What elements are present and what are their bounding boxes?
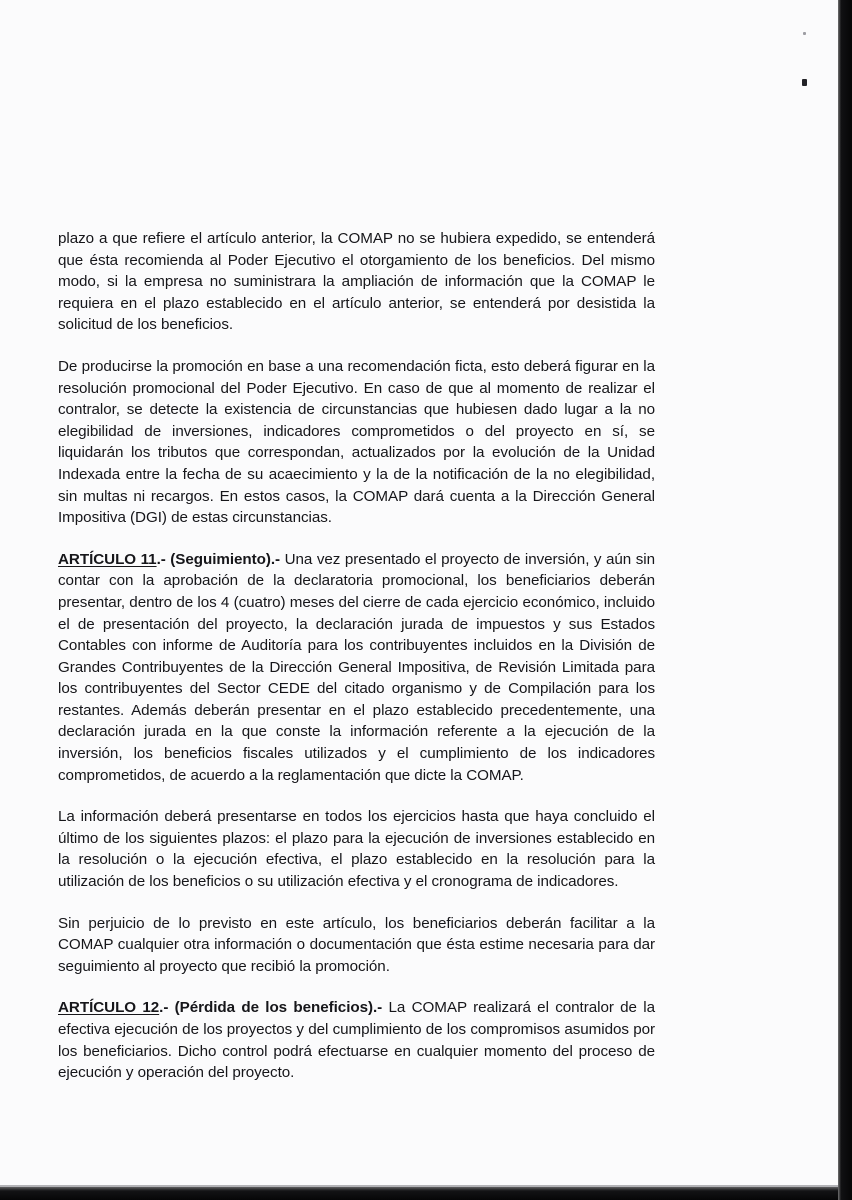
paragraph-3: La información deberá presentarse en todos los ejercicios hasta que haya concluido el último de los siguientes plazos: el plazo para la ejecución de inversiones establecido en la resolución o la ejecución efectiva, el plazo establecido en la resolución para la utilización de los beneficios o su utilización efectiva y el cronograma de indicadores. — [58, 808, 655, 891]
article-12-block — [58, 997, 655, 1083]
scan-speck-icon — [802, 79, 807, 86]
article-11-block — [58, 549, 655, 787]
scan-edge-right — [838, 0, 852, 1200]
article-11-body: Una vez presentado el proyecto de inversión, y aún sin contar con la aprobación de la declaratoria promocional, los beneficiarios deberán presentar, dentro de los 4 (cuatro) meses del cierre de cada ejercicio económico, incluido el de presentación del proyecto, la declaración jurada de impuestos y sus Estados Contables con informe de Auditoría para los contribuyentes incluidos en la División de Grandes Contribuyentes de la Dirección General Impositiva, de Revisión Limitada para los contribuyentes del Sector CEDE del citado organismo y de Compilación para los restantes. Además deberán presentar en el plazo establecido precedentemente, una declaración jurada en la que conste la información referente a la ejecución de la inversión, los beneficios fiscales utilizados y el cumplimiento de los indicadores comprometidos, de acuerdo a la reglamentación que dicte la COMAP. — [58, 550, 655, 784]
article-12-label-suffix: .- — [159, 999, 175, 1017]
article-11-label: ARTÍCULO 11 — [58, 550, 157, 568]
article-12-title: (Pérdida de los beneficios).- — [174, 999, 383, 1017]
paragraph-1: plazo a que refiere el artículo anterior, la COMAP no se hubiera expedido, se entenderá que ésta recomienda al Poder Ejecutivo el otorgamiento de los beneficios. Del mismo modo, si la empresa no suministrara la ampliación de información que la COMAP le requiera en el plazo establecido en el artículo anterior, se entenderá por desistida la solicitud de los beneficios. — [58, 230, 655, 334]
article-11-title: (Seguimiento).- — [170, 550, 281, 568]
article-12-label: ARTÍCULO 12 — [58, 999, 160, 1017]
article-11-label-suffix: .- — [156, 550, 171, 568]
paragraph-2: De producirse la promoción en base a una recomendación ficta, esto deberá figurar en la resolución promocional del Poder Ejecutivo. En caso de que al momento de realizar el contralor, se detecte la existencia de circunstancias que hubiesen dado lugar a la no elegibilidad de inversiones, indicadores comprometidos o del proyecto en sí, se liquidarán los tributos que correspondan, actualizados por la evolución de la Unidad Indexada entre la fecha de su acaecimiento y la de la notificación de la no elegibilidad, sin multas ni recargos. En estos casos, la COMAP dará cuenta a la Dirección General Impositiva (DGI) de estas circunstancias. — [58, 357, 655, 527]
scan-speck-icon — [803, 32, 806, 35]
paragraph-4: Sin perjuicio de lo previsto en este artículo, los beneficiarios deberán facilitar a la COMAP cualquier otra información o documentación que ésta estime necesaria para dar seguimiento al proyecto que recibió la promoción. — [58, 914, 655, 975]
article-12-body: La COMAP realizará el contralor de la efectiva ejecución de los proyectos y del cumplimiento de los compromisos asumidos por los beneficiarios. Dicho control podrá efectuarse en cualquier momento del proceso de ejecución y operación del proyecto. — [58, 999, 655, 1082]
scan-edge-bottom — [0, 1187, 852, 1200]
document-text-column — [58, 228, 655, 1084]
